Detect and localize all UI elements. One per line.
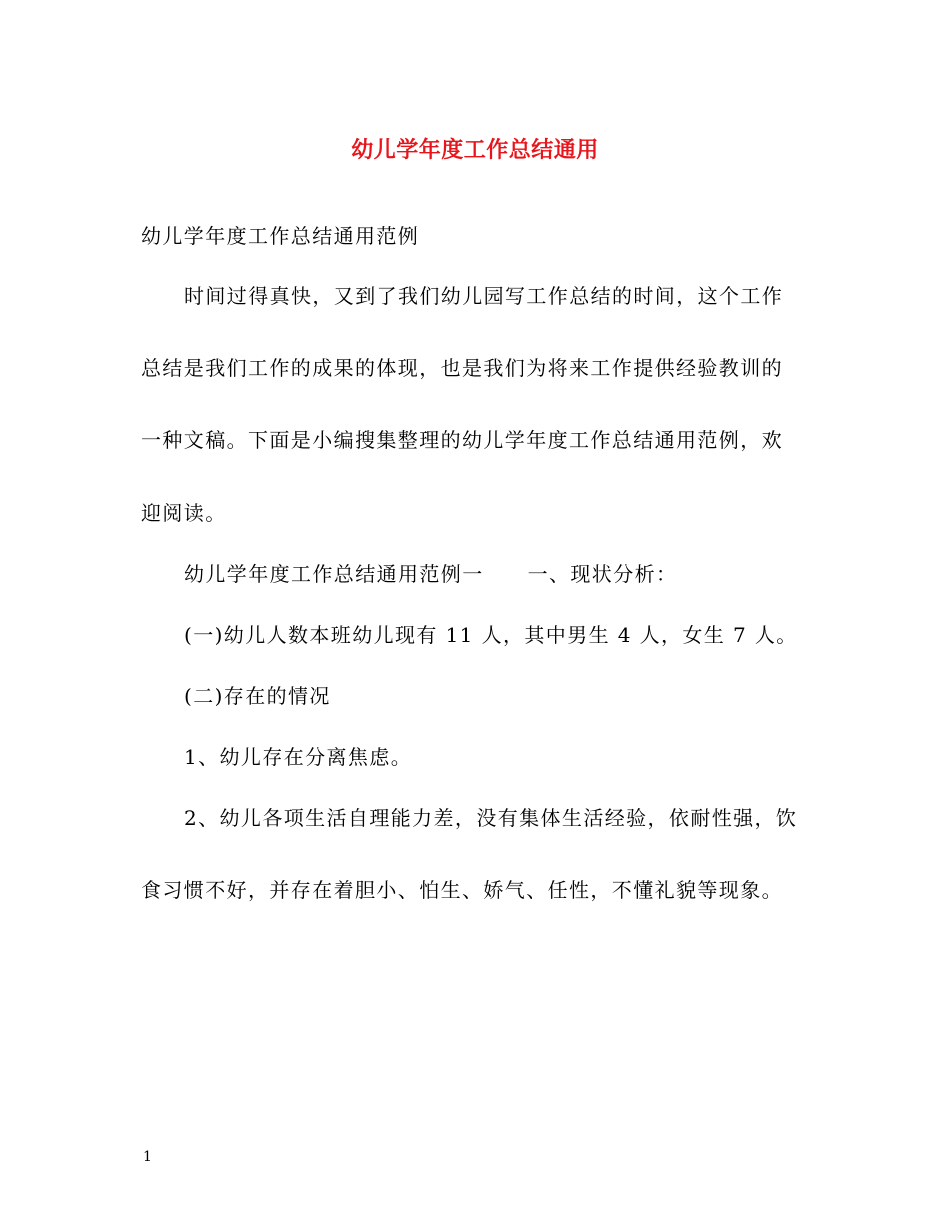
- document-title: 幼儿学年度工作总结通用: [351, 137, 599, 163]
- document-subtitle: 幼儿学年度工作总结通用范例: [141, 224, 420, 248]
- intro-line-2: 总结是我们工作的成果的体现，也是我们为将来工作提供经验教训的: [141, 356, 783, 380]
- item-children-count: (一)幼儿人数本班幼儿现有 11 人，其中男生 4 人，女生 7 人。: [184, 623, 798, 647]
- section-heading: 一、现状分析：: [527, 562, 678, 586]
- example-heading: 幼儿学年度工作总结通用范例一: [184, 562, 484, 586]
- item-self-care-line-1: 2、幼儿各项生活自理能力差，没有集体生活经验，依耐性强，饮: [184, 806, 798, 830]
- page-number: 1: [143, 1149, 152, 1165]
- item-self-care-line-2: 食习惯不好，并存在着胆小、怕生、娇气、任性，不懂礼貌等现象。: [141, 878, 783, 902]
- intro-line-3: 一种文稿。下面是小编搜集整理的幼儿学年度工作总结通用范例，欢: [141, 428, 783, 452]
- item-separation-anxiety: 1、幼儿存在分离焦虑。: [184, 745, 413, 769]
- example-heading-line: [184, 560, 677, 588]
- intro-line-4: 迎阅读。: [141, 501, 227, 525]
- item-existing-situation: (二)存在的情况: [184, 684, 331, 708]
- intro-line-1: 时间过得真快，又到了我们幼儿园写工作总结的时间，这个工作: [184, 284, 784, 308]
